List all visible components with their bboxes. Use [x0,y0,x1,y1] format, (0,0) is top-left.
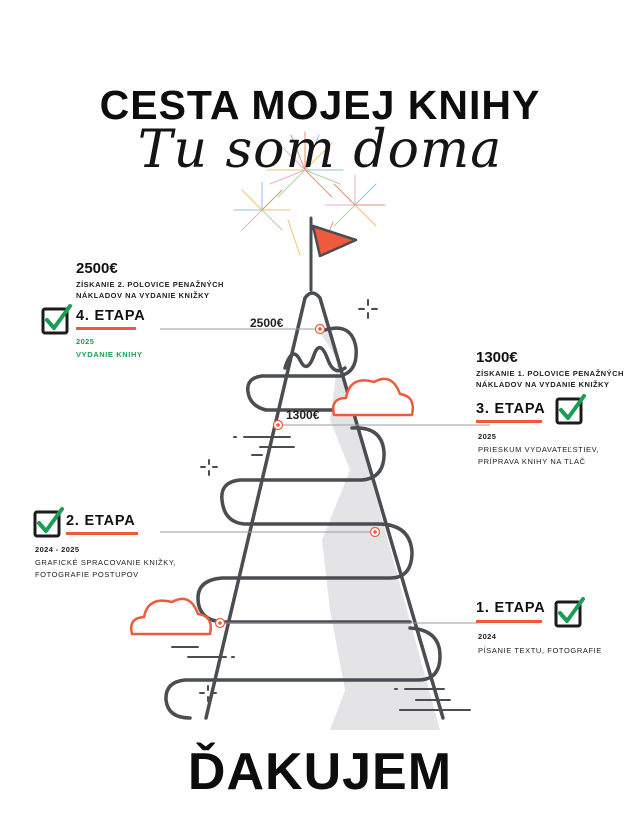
stage-1-year: 2024 [478,632,497,641]
subtitle-script: Tu som doma [137,120,503,180]
milestone-3-desc-1: ZÍSKANIE 1. POLOVICE PENAŽNÝCH [476,369,624,378]
stage-1-underline [476,620,542,623]
flag-icon [313,226,356,256]
stage-2-year: 2024 - 2025 [35,545,80,554]
checkbox-checked-icon [35,509,62,536]
stage-4-label: 4. ETAPA [76,308,146,324]
stage-2-note-1: GRAFICKÉ SPRACOVANIE KNIŽKY, [35,558,177,567]
stage-3-year: 2025 [478,432,497,441]
stage-3-note-1: PRIESKUM VYDAVATEĽSTIEV, [478,445,600,454]
milestone-4-desc-2: NÁKLADOV NA VYDANIE KNIŽKY [76,291,210,300]
stage-1-label: 1. ETAPA [476,600,546,616]
milestone-3-desc-2: NÁKLADOV NA VYDANIE KNIŽKY [476,380,610,389]
stage-3-note-2: PRÍPRAVA KNIHY NA TLAČ [478,457,586,466]
stage-2-note-2: FOTOGRAFIE POSTUPOV [35,570,139,579]
stage-4-year: 2025 [76,337,95,346]
peak-label-2500: 2500€ [250,316,284,330]
milestone-4-desc-1: ZÍSKANIE 2. POLOVICE PENAŽNÝCH [76,280,224,289]
checkbox-checked-icon [43,306,70,333]
stage-2-underline [66,532,138,535]
stage-1-note: PÍSANIE TEXTU, FOTOGRAFIE [478,646,602,655]
stage-3-label: 3. ETAPA [476,401,546,417]
stage-3-underline [476,420,542,423]
stage-4-underline [76,327,136,330]
thank-you-text: ĎAKUJEM [187,743,453,801]
stage-2-label: 2. ETAPA [66,513,136,529]
milestone-4-amount: 2500€ [76,260,118,277]
checkbox-checked-icon [557,396,584,423]
stage-4-note: VYDANIE KNIHY [76,350,143,359]
checkbox-checked-icon [556,599,583,626]
milestone-3-amount: 1300€ [476,349,518,366]
peak-label-1300: 1300€ [286,408,320,422]
page-title: CESTA MOJEJ KNIHY [99,82,541,128]
